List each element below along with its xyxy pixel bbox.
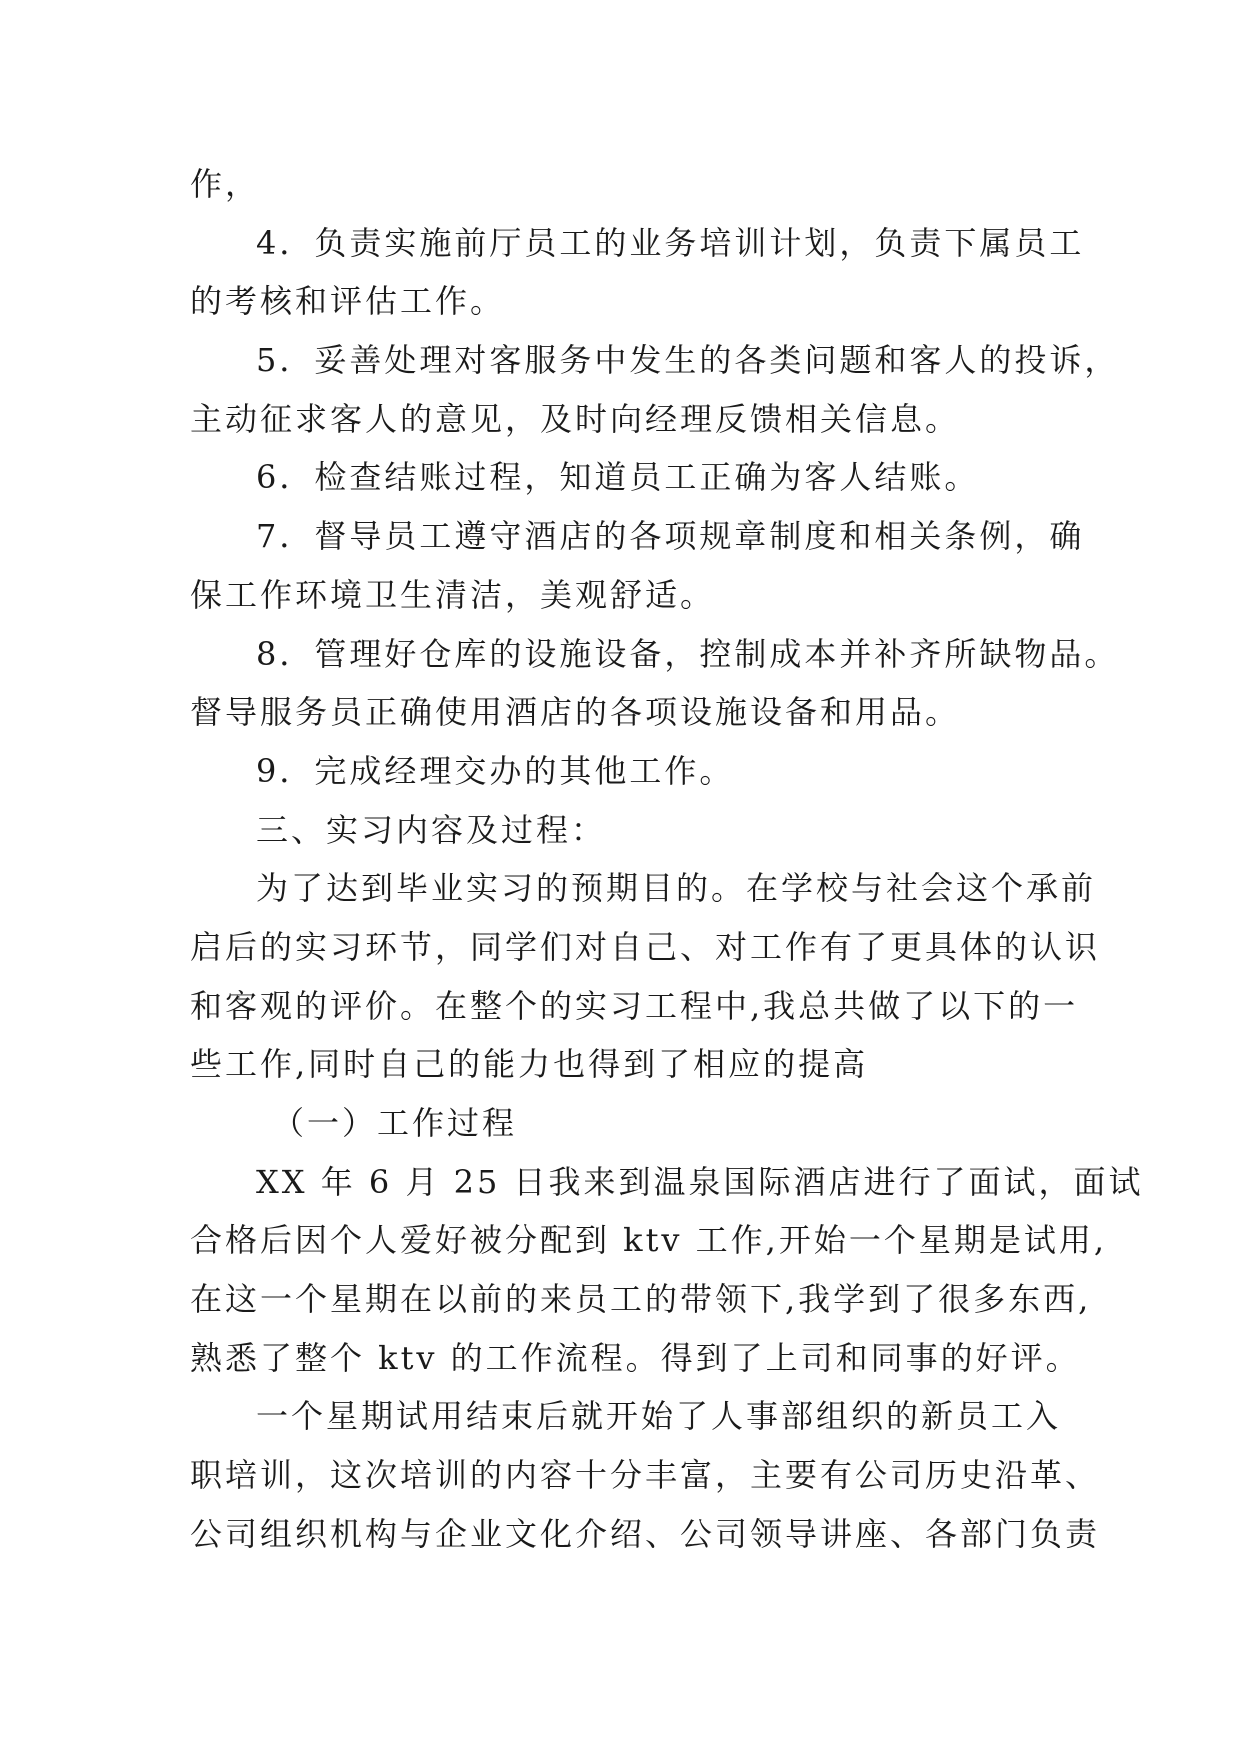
text-line: 保工作环境卫生清洁，美观舒适。: [190, 575, 716, 614]
section-heading: 三、实习内容及过程：: [256, 810, 607, 849]
text-line: 作，: [190, 165, 261, 203]
text-line: 在这一个星期在以前的来员工的带领下,我学到了很多东西,: [190, 1280, 1092, 1319]
text-line: 职培训，这次培训的内容十分丰富，主要有公司历史沿革、: [190, 1456, 1101, 1495]
text-line: 6．检查结账过程，知道员工正确为客人结账。: [256, 458, 980, 497]
text-line: 主动征求客人的意见，及时向经理反馈相关信息。: [190, 399, 961, 438]
text-line: 启后的实习环节，同学们对自己、对工作有了更具体的认识: [190, 927, 1101, 966]
body-text: [190, 155, 1144, 1564]
text-line: 4．负责实施前厅员工的业务培训计划，负责下属员工: [256, 223, 1085, 262]
text-line: 公司组织机构与企业文化介绍、公司领导讲座、各部门负责: [190, 1514, 1101, 1553]
text-line: 一个星期试用结束后就开始了人事部组织的新员工入: [256, 1397, 1062, 1436]
text-line: 9．完成经理交办的其他工作。: [256, 751, 735, 790]
text-line: 些工作,同时自己的能力也得到了相应的提高: [190, 1045, 869, 1084]
text-line: 5．妥善处理对客服务中发生的各类问题和客人的投诉，: [256, 341, 1120, 380]
text-line: 的考核和评估工作。: [190, 282, 506, 321]
text-line: 为了达到毕业实习的预期目的。在学校与社会这个承前: [256, 869, 1097, 908]
text-line: 熟悉了整个 ktv 的工作流程。得到了上司和同事的好评。: [190, 1338, 1081, 1377]
text-line: 督导服务员正确使用酒店的各项设施设备和用品。: [190, 693, 961, 732]
text-line: 7．督导员工遵守酒店的各项规章制度和相关条例，确: [256, 517, 1085, 556]
subsection-heading: （一）工作过程: [272, 1104, 518, 1142]
text-line: 合格后因个人爱好被分配到 ktv 工作,开始一个星期是试用,: [190, 1221, 1108, 1260]
text-line: 8．管理好仓库的设施设备，控制成本并补齐所缺物品。: [256, 634, 1120, 673]
text-line: 和客观的评价。在整个的实习工程中,我总共做了以下的一: [190, 986, 1079, 1025]
text-line: XX 年 6 月 25 日我来到温泉国际酒店进行了面试，面试: [256, 1162, 1144, 1201]
